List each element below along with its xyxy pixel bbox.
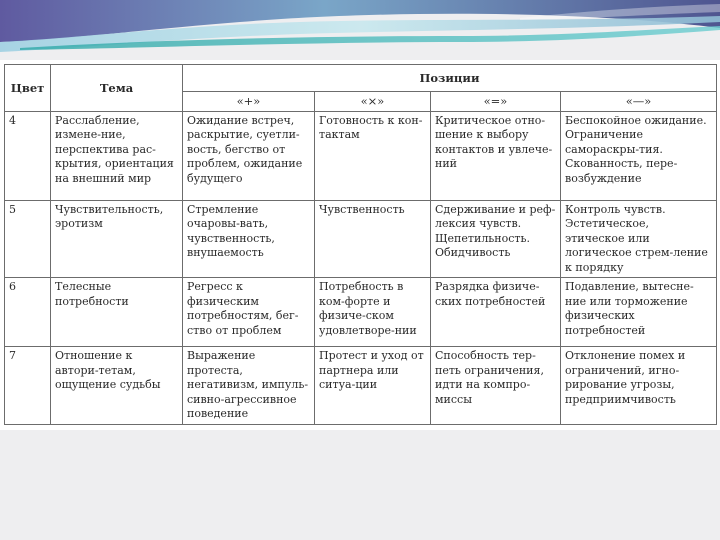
- header-position-minus: «—»: [561, 92, 717, 112]
- cell-plus: Стремление очаровы-вать, чувственность, внушаемость: [183, 200, 315, 278]
- slide-background: [0, 430, 720, 540]
- cell-plus: Регресс к физическим потребностям, бег-ство от проблем: [183, 278, 315, 347]
- cell-minus: Беспокойное ожидание. Ограничение самораскры-тия. Скованность, пере-возбуждение: [561, 111, 717, 200]
- cell-x: Протест и уход от партнера или ситуа-ции: [315, 347, 431, 425]
- cell-plus: Выражение протеста, негативизм, импуль-сивно-агрессивное поведение: [183, 347, 315, 425]
- header-position-plus: «+»: [183, 92, 315, 112]
- cell-minus: Контроль чувств. Эстетическое, этическое или логическое стрем-ление к порядку: [561, 200, 717, 278]
- header-positions: Позиции: [183, 65, 717, 92]
- cell-color: 4: [5, 111, 51, 200]
- header-position-x: «×»: [315, 92, 431, 112]
- positions-table: [4, 64, 717, 425]
- header-position-eq: «=»: [431, 92, 561, 112]
- cell-eq: Способность тер-петь ограничения, идти на компро-миссы: [431, 347, 561, 425]
- cell-eq: Сдерживание и реф-лексия чувств. Щепетильность. Обидчивость: [431, 200, 561, 278]
- cell-x: Готовность к кон-тактам: [315, 111, 431, 200]
- decorative-banner: [0, 0, 720, 60]
- cell-theme: Расслабление, измене-ние, перспектива рас-крытия, ориентация на внешний мир: [51, 111, 183, 200]
- table-row: [5, 278, 717, 347]
- table-row: [5, 200, 717, 278]
- scanned-table-page: [0, 60, 720, 430]
- cell-x: Потребность в ком-форте и физиче-ском удовлетворе-нии: [315, 278, 431, 347]
- cell-minus: Подавление, вытесне-ние или торможение физических потребностей: [561, 278, 717, 347]
- table-row: [5, 347, 717, 425]
- cell-theme: Отношение к автори-тетам, ощущение судьбы: [51, 347, 183, 425]
- header-theme: Тема: [51, 65, 183, 112]
- cell-theme: Чувствительность, эротизм: [51, 200, 183, 278]
- cell-plus: Ожидание встреч, раскрытие, суетли-вость, бегство от проблем, ожидание будущего: [183, 111, 315, 200]
- cell-eq: Критическое отно-шение к выбору контактов и увлече-ний: [431, 111, 561, 200]
- header-color: Цвет: [5, 65, 51, 112]
- cell-color: 7: [5, 347, 51, 425]
- cell-eq: Разрядка физиче-ских потребностей: [431, 278, 561, 347]
- cell-minus: Отклонение помех и ограничений, игно-рирование угрозы, предприимчивость: [561, 347, 717, 425]
- table-row: [5, 111, 717, 200]
- cell-color: 6: [5, 278, 51, 347]
- cell-x: Чувственность: [315, 200, 431, 278]
- cell-color: 5: [5, 200, 51, 278]
- cell-theme: Телесные потребности: [51, 278, 183, 347]
